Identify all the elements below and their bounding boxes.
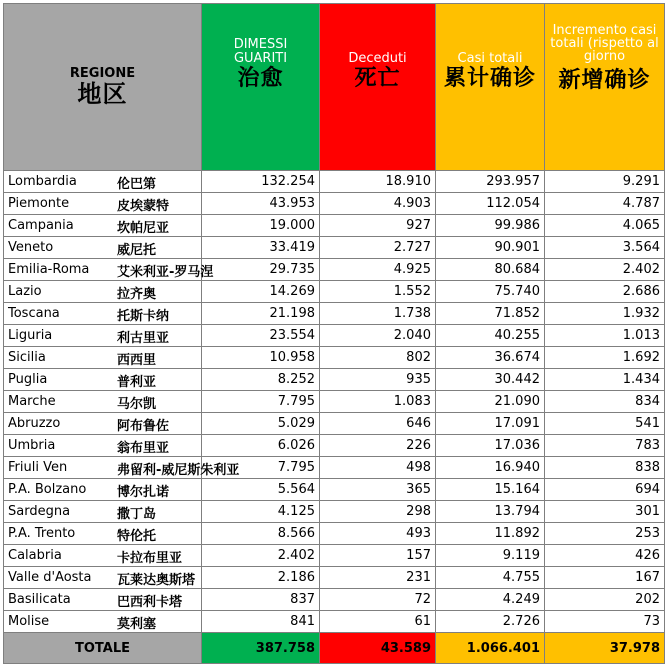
region-name-cn: 托斯卡纳 xyxy=(117,309,170,324)
increment-cell: 202 xyxy=(545,589,665,611)
table-row xyxy=(4,567,665,589)
totals-recovered: 387.758 xyxy=(202,633,320,664)
increment-cell: 2.402 xyxy=(545,259,665,281)
region-name-cn: 马尔凯 xyxy=(117,397,157,412)
recovered-cell: 2.186 xyxy=(202,567,320,589)
increment-cell: 1.434 xyxy=(545,369,665,391)
header-deaths xyxy=(320,4,436,171)
region-name-cn: 阿布鲁佐 xyxy=(117,419,170,434)
total-cell: 16.940 xyxy=(436,457,545,479)
total-cell: 9.119 xyxy=(436,545,545,567)
table-row xyxy=(4,325,665,347)
region-name-cn: 莫利塞 xyxy=(117,617,157,632)
recovered-cell: 7.795 xyxy=(202,391,320,413)
increment-cell: 694 xyxy=(545,479,665,501)
header-row xyxy=(4,4,665,171)
recovered-cell: 14.269 xyxy=(202,281,320,303)
header-deaths-cn: 死亡 xyxy=(354,66,401,91)
recovered-cell: 10.958 xyxy=(202,347,320,369)
deaths-cell: 4.925 xyxy=(320,259,436,281)
region-name: Valle d'Aosta xyxy=(8,570,92,585)
region-name-cn: 伦巴第 xyxy=(117,177,157,192)
total-cell: 71.852 xyxy=(436,303,545,325)
totals-label: TOTALE xyxy=(4,633,202,664)
region-name-cn: 瓦莱达奥斯塔 xyxy=(117,573,196,588)
table-row xyxy=(4,259,665,281)
region-cell xyxy=(4,391,202,413)
total-cell: 2.726 xyxy=(436,611,545,633)
total-cell: 112.054 xyxy=(436,193,545,215)
region-cell xyxy=(4,281,202,303)
region-cell xyxy=(4,325,202,347)
deaths-cell: 802 xyxy=(320,347,436,369)
header-deaths-it: Deceduti xyxy=(348,51,407,66)
deaths-cell: 935 xyxy=(320,369,436,391)
total-cell: 40.255 xyxy=(436,325,545,347)
region-cell xyxy=(4,369,202,391)
deaths-cell: 927 xyxy=(320,215,436,237)
table-row xyxy=(4,391,665,413)
deaths-cell: 4.903 xyxy=(320,193,436,215)
region-name-cn: 博尔扎诺 xyxy=(117,485,170,500)
recovered-cell: 837 xyxy=(202,589,320,611)
region-name: Marche xyxy=(8,394,56,409)
header-recovered-cn: 治愈 xyxy=(237,66,284,91)
table-row xyxy=(4,171,665,193)
region-cell xyxy=(4,523,202,545)
increment-cell: 253 xyxy=(545,523,665,545)
region-cell xyxy=(4,413,202,435)
region-name: Abruzzo xyxy=(8,416,61,431)
region-name: P.A. Trento xyxy=(8,526,76,541)
deaths-cell: 298 xyxy=(320,501,436,523)
increment-cell: 1.013 xyxy=(545,325,665,347)
table-row xyxy=(4,501,665,523)
deaths-cell: 498 xyxy=(320,457,436,479)
region-name-cn: 巴西利卡塔 xyxy=(117,595,183,610)
deaths-cell: 226 xyxy=(320,435,436,457)
recovered-cell: 8.252 xyxy=(202,369,320,391)
region-name-cn: 弗留利-威尼斯朱利亚 xyxy=(117,463,240,478)
header-total xyxy=(436,4,545,171)
increment-cell: 2.686 xyxy=(545,281,665,303)
table-row xyxy=(4,611,665,633)
table-row xyxy=(4,457,665,479)
deaths-cell: 72 xyxy=(320,589,436,611)
region-name: Friuli Ven xyxy=(8,460,68,475)
recovered-cell: 4.125 xyxy=(202,501,320,523)
increment-cell: 9.291 xyxy=(545,171,665,193)
region-name-cn: 撒丁岛 xyxy=(117,507,157,522)
recovered-cell: 29.735 xyxy=(202,259,320,281)
region-name-cn: 卡拉布里亚 xyxy=(117,551,183,566)
region-cell xyxy=(4,435,202,457)
header-total-cn: 累计确诊 xyxy=(443,66,536,91)
deaths-cell: 365 xyxy=(320,479,436,501)
total-cell: 90.901 xyxy=(436,237,545,259)
total-cell: 99.986 xyxy=(436,215,545,237)
region-name: Lombardia xyxy=(8,174,77,189)
deaths-cell: 157 xyxy=(320,545,436,567)
region-cell xyxy=(4,215,202,237)
region-cell xyxy=(4,501,202,523)
table-row xyxy=(4,215,665,237)
totals-increment: 37.978 xyxy=(545,633,665,664)
region-name: Puglia xyxy=(8,372,48,387)
region-name: Campania xyxy=(8,218,74,233)
region-name-cn: 坎帕尼亚 xyxy=(117,221,170,236)
table-row xyxy=(4,281,665,303)
recovered-cell: 33.419 xyxy=(202,237,320,259)
region-cell xyxy=(4,545,202,567)
total-cell: 80.684 xyxy=(436,259,545,281)
region-cell xyxy=(4,347,202,369)
deaths-cell: 18.910 xyxy=(320,171,436,193)
recovered-cell: 6.026 xyxy=(202,435,320,457)
region-name: Umbria xyxy=(8,438,56,453)
region-name: Toscana xyxy=(8,306,60,321)
deaths-cell: 493 xyxy=(320,523,436,545)
table-row xyxy=(4,545,665,567)
increment-cell: 783 xyxy=(545,435,665,457)
recovered-cell: 841 xyxy=(202,611,320,633)
deaths-cell: 1.552 xyxy=(320,281,436,303)
region-cell xyxy=(4,259,214,281)
region-name-cn: 威尼托 xyxy=(117,243,157,258)
region-cell xyxy=(4,589,202,611)
increment-cell: 301 xyxy=(545,501,665,523)
region-name: Sicilia xyxy=(8,350,46,365)
recovered-cell: 132.254 xyxy=(202,171,320,193)
recovered-cell: 43.953 xyxy=(202,193,320,215)
header-recovered-it: DIMESSI GUARITI xyxy=(233,37,288,66)
total-cell: 17.036 xyxy=(436,435,545,457)
recovered-cell: 19.000 xyxy=(202,215,320,237)
region-cell xyxy=(4,171,202,193)
header-increment-cn: 新增确诊 xyxy=(558,68,651,93)
table-row xyxy=(4,435,665,457)
table-row xyxy=(4,303,665,325)
region-cell xyxy=(4,479,202,501)
table-row xyxy=(4,523,665,545)
region-name-cn: 普利亚 xyxy=(117,375,157,390)
recovered-cell: 5.564 xyxy=(202,479,320,501)
region-name-cn: 拉齐奥 xyxy=(117,287,157,302)
deaths-cell: 1.083 xyxy=(320,391,436,413)
increment-cell: 838 xyxy=(545,457,665,479)
increment-cell: 167 xyxy=(545,567,665,589)
deaths-cell: 2.040 xyxy=(320,325,436,347)
region-name-cn: 西西里 xyxy=(117,353,157,368)
region-name: Calabria xyxy=(8,548,62,563)
table-row xyxy=(4,347,665,369)
table-row xyxy=(4,369,665,391)
increment-cell: 4.065 xyxy=(545,215,665,237)
total-cell: 15.164 xyxy=(436,479,545,501)
region-name: Veneto xyxy=(8,240,54,255)
header-region xyxy=(4,4,202,171)
total-cell: 4.249 xyxy=(436,589,545,611)
increment-cell: 541 xyxy=(545,413,665,435)
region-cell xyxy=(4,457,240,479)
region-name: Liguria xyxy=(8,328,53,343)
total-cell: 21.090 xyxy=(436,391,545,413)
total-cell: 75.740 xyxy=(436,281,545,303)
region-cell xyxy=(4,237,202,259)
deaths-cell: 1.738 xyxy=(320,303,436,325)
increment-cell: 73 xyxy=(545,611,665,633)
deaths-cell: 231 xyxy=(320,567,436,589)
deaths-cell: 646 xyxy=(320,413,436,435)
total-cell: 17.091 xyxy=(436,413,545,435)
totals-deaths: 43.589 xyxy=(320,633,436,664)
recovered-cell: 23.554 xyxy=(202,325,320,347)
recovered-cell: 5.029 xyxy=(202,413,320,435)
region-name: Piemonte xyxy=(8,196,70,211)
increment-cell: 834 xyxy=(545,391,665,413)
region-name: P.A. Bolzano xyxy=(8,482,87,497)
region-name-cn: 特伦托 xyxy=(117,529,157,544)
region-cell xyxy=(4,193,202,215)
header-total-it: Casi totali xyxy=(457,51,523,66)
region-name-cn: 翁布里亚 xyxy=(117,441,170,456)
recovered-cell: 2.402 xyxy=(202,545,320,567)
table-row xyxy=(4,589,665,611)
covid-region-table xyxy=(3,3,665,664)
region-cell xyxy=(4,567,202,589)
header-region-cn: 地区 xyxy=(77,80,128,108)
region-name-cn: 皮埃蒙特 xyxy=(117,199,170,214)
recovered-cell: 7.795 xyxy=(202,457,320,479)
total-cell: 36.674 xyxy=(436,347,545,369)
header-region-it: REGIONE xyxy=(69,66,136,81)
header-increment xyxy=(545,4,665,171)
increment-cell: 426 xyxy=(545,545,665,567)
region-name: Molise xyxy=(8,614,50,629)
recovered-cell: 21.198 xyxy=(202,303,320,325)
totals-row xyxy=(4,633,665,664)
region-name: Lazio xyxy=(8,284,42,299)
total-cell: 13.794 xyxy=(436,501,545,523)
total-cell: 11.892 xyxy=(436,523,545,545)
increment-cell: 3.564 xyxy=(545,237,665,259)
increment-cell: 1.692 xyxy=(545,347,665,369)
table-row xyxy=(4,237,665,259)
table-row xyxy=(4,479,665,501)
header-increment-it: Incremento casi totali (rispetto al giorno xyxy=(550,23,659,64)
header-recovered xyxy=(202,4,320,171)
increment-cell: 4.787 xyxy=(545,193,665,215)
table-row xyxy=(4,413,665,435)
region-name: Sardegna xyxy=(8,504,71,519)
region-name-cn: 艾米利亚-罗马涅 xyxy=(117,265,214,280)
recovered-cell: 8.566 xyxy=(202,523,320,545)
region-cell xyxy=(4,611,202,633)
deaths-cell: 2.727 xyxy=(320,237,436,259)
region-cell xyxy=(4,303,202,325)
region-name: Emilia-Roma xyxy=(8,262,90,277)
table-row xyxy=(4,193,665,215)
region-name: Basilicata xyxy=(8,592,71,607)
deaths-cell: 61 xyxy=(320,611,436,633)
increment-cell: 1.932 xyxy=(545,303,665,325)
totals-total: 1.066.401 xyxy=(436,633,545,664)
total-cell: 30.442 xyxy=(436,369,545,391)
region-name-cn: 利古里亚 xyxy=(117,331,170,346)
total-cell: 293.957 xyxy=(436,171,545,193)
total-cell: 4.755 xyxy=(436,567,545,589)
